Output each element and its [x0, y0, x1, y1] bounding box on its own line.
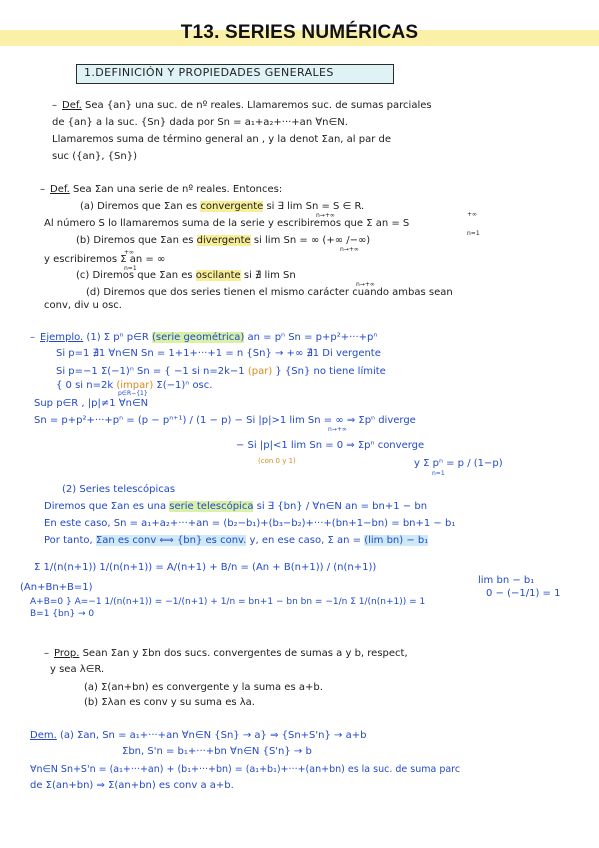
def1-line2: de {an} a la suc. {Sn} dada por Sn = a₁+a₂+···+an ∀n∈N.: [52, 117, 348, 128]
proof-line2: Σbn, S'n = b₁+···+bn ∀n∈N {S'n} → b: [122, 746, 312, 757]
example-line15: A+B=0 } A=−1 1/(n(n+1)) = −1/(n+1) + 1/n = bn+1 − bn bn = −1/n Σ 1/(n(n+1)) = 1: [30, 597, 426, 607]
term-convergente: convergente: [200, 201, 264, 212]
example-label: Ejemplo.: [40, 332, 84, 343]
def2-line2: (a) Diremos que Σan es convergente si ∃ lim Sn = S ∈ R.: [80, 201, 365, 212]
example-line12: Por tanto, Σan es conv ⟺ {bn} es conv. y, en ese caso, Σ an = (lim bn) − b₁: [44, 535, 429, 546]
example-line13: Σ 1/(n(n+1)) 1/(n(n+1)) = A/(n+1) + B/n = (An + B(n+1)) / (n(n+1)): [34, 562, 377, 573]
example-line6-sub: n→+∞: [328, 426, 347, 433]
def2-line8: conv, div u osc.: [44, 300, 122, 311]
example-line14: (An+Bn+B=1): [20, 582, 93, 593]
def1-line3: Llamaremos suma de término general an , y la denot Σan, al par de: [52, 134, 391, 145]
example-line15b: 0 − (−1/1) = 1: [486, 588, 561, 599]
def2-line7: (d) Diremos que dos series tienen el mismo carácter cuando ambas sean: [86, 287, 453, 298]
example-line2: Si p=1 ∄1 ∀n∈N Sn = 1+1+···+1 = n {Sn} → +∞ ∄1 Di vergente: [56, 348, 381, 359]
prop-label: Prop.: [54, 648, 80, 659]
example-line7-note: (con 0 y 1): [258, 457, 296, 465]
proof-label: Dem.: [30, 730, 57, 741]
example-line11: En este caso, Sn = a₁+a₂+···+an = (b₂−b₁)+(b₃−b₂)+···+(bn+1−bn) = bn+1 − b₁: [44, 518, 456, 529]
def2-label: Def.: [50, 184, 70, 195]
def2-line4: (b) Diremos que Σan es divergente si lim Sn = ∞ (+∞ /−∞): [76, 235, 371, 246]
proof-line4: de Σ(an+bn) ⇒ Σ(an+bn) es conv a a+b.: [30, 780, 234, 791]
example-line5: Sup p∈R , |p|≠1 ∀n∈N: [34, 398, 149, 409]
example-line7: − Si |p|<1 lim Sn = 0 ⇒ Σpⁿ converge: [236, 440, 425, 451]
example-line10: Diremos que Σan es una serie telescópica si ∃ {bn} / ∀n∈N an = bn+1 − bn: [44, 501, 428, 512]
example-line13b: lim bn − b₁: [478, 575, 535, 586]
example-line4-sub: p∈R−{1}: [118, 390, 148, 397]
def1-label: Def.: [62, 100, 82, 111]
def2-line4-sub: n→+∞: [340, 246, 359, 253]
telescopic-equivalence: Σan es conv ⟺ {bn} es conv.: [95, 535, 247, 546]
prop-line1: – Prop. Sean Σan y Σbn dos sucs. convergentes de sumas a y b, respect,: [44, 648, 408, 659]
term-serie-geometrica: (serie geométrica): [151, 332, 245, 343]
example-line8-sub: n=1: [432, 470, 445, 477]
def2-line3-sup: +∞: [467, 211, 478, 218]
def2-line5-sub: n=1: [124, 265, 137, 272]
def1-line4: suc ({an}, {Sn}): [52, 151, 137, 162]
term-serie-telescopica: serie telescópica: [169, 501, 254, 512]
prop-line3: (a) Σ(an+bn) es convergente y la suma es a+b.: [84, 682, 323, 693]
example-line3: Si p=−1 Σ(−1)ⁿ Sn = { −1 si n=2k−1 (par) } {Sn} no tiene límite: [56, 366, 386, 377]
def2-line3-sub: n=1: [467, 230, 480, 237]
def1-line1: – Def. Sea {an} una suc. de nº reales. Llamaremos suc. de sumas parciales: [52, 100, 432, 111]
def2-line6-sub: n→+∞: [356, 281, 375, 288]
prop-line4: (b) Σλan es conv y su suma es λa.: [84, 697, 255, 708]
proof-line3: ∀n∈N Sn+S'n = (a₁+···+an) + (b₁+···+bn) = (a₁+b₁)+···+(an+bn) es la suc. de suma parc: [30, 764, 461, 775]
def2-line2-sub: n→+∞: [316, 212, 335, 219]
example-line1: – Ejemplo. (1) Σ pⁿ p∈R (serie geométrica) an = pⁿ Sn = p+p²+···+pⁿ: [30, 332, 378, 343]
example-line16: B=1 {bn} → 0: [30, 609, 95, 619]
section-heading: 1.DEFINICIÓN Y PROPIEDADES GENERALES: [84, 66, 334, 79]
title-wrap: [0, 22, 599, 44]
def2-line5-sup: +∞: [124, 249, 135, 256]
example-line6: Sn = p+p²+···+pⁿ = (p − pⁿ⁺¹) / (1 − p) − Si |p|>1 lim Sn = ∞ ⇒ Σpⁿ diverge: [34, 415, 416, 426]
page-title: T13. SERIES NUMÉRICAS: [180, 22, 419, 43]
prop-line2: y sea λ∈R.: [50, 664, 105, 675]
def2-line1: – Def. Sea Σan una serie de nº reales. Entonces:: [40, 184, 283, 195]
def2-line6: (c) Diremos que Σan es oscilante si ∄ lim Sn: [76, 270, 296, 281]
telescopic-sum: (lim bn) − b₁: [364, 535, 429, 546]
example-line8: y Σ pⁿ = p / (1−p): [414, 458, 503, 469]
def2-line5: y escribiremos Σ an = ∞: [44, 254, 166, 265]
example-line4: { 0 si n=2k (impar) Σ(−1)ⁿ osc.: [56, 380, 213, 391]
proof-line1: Dem. (a) Σan, Sn = a₁+···+an ∀n∈N {Sn} → a} ⇒ {Sn+S'n} → a+b: [30, 730, 367, 741]
term-oscilante: oscilante: [195, 270, 241, 281]
term-divergente: divergente: [196, 235, 251, 246]
def2-line3: Al número S lo llamaremos suma de la serie y escribiremos que Σ an = S: [44, 218, 410, 229]
example-line9: (2) Series telescópicas: [62, 484, 176, 495]
